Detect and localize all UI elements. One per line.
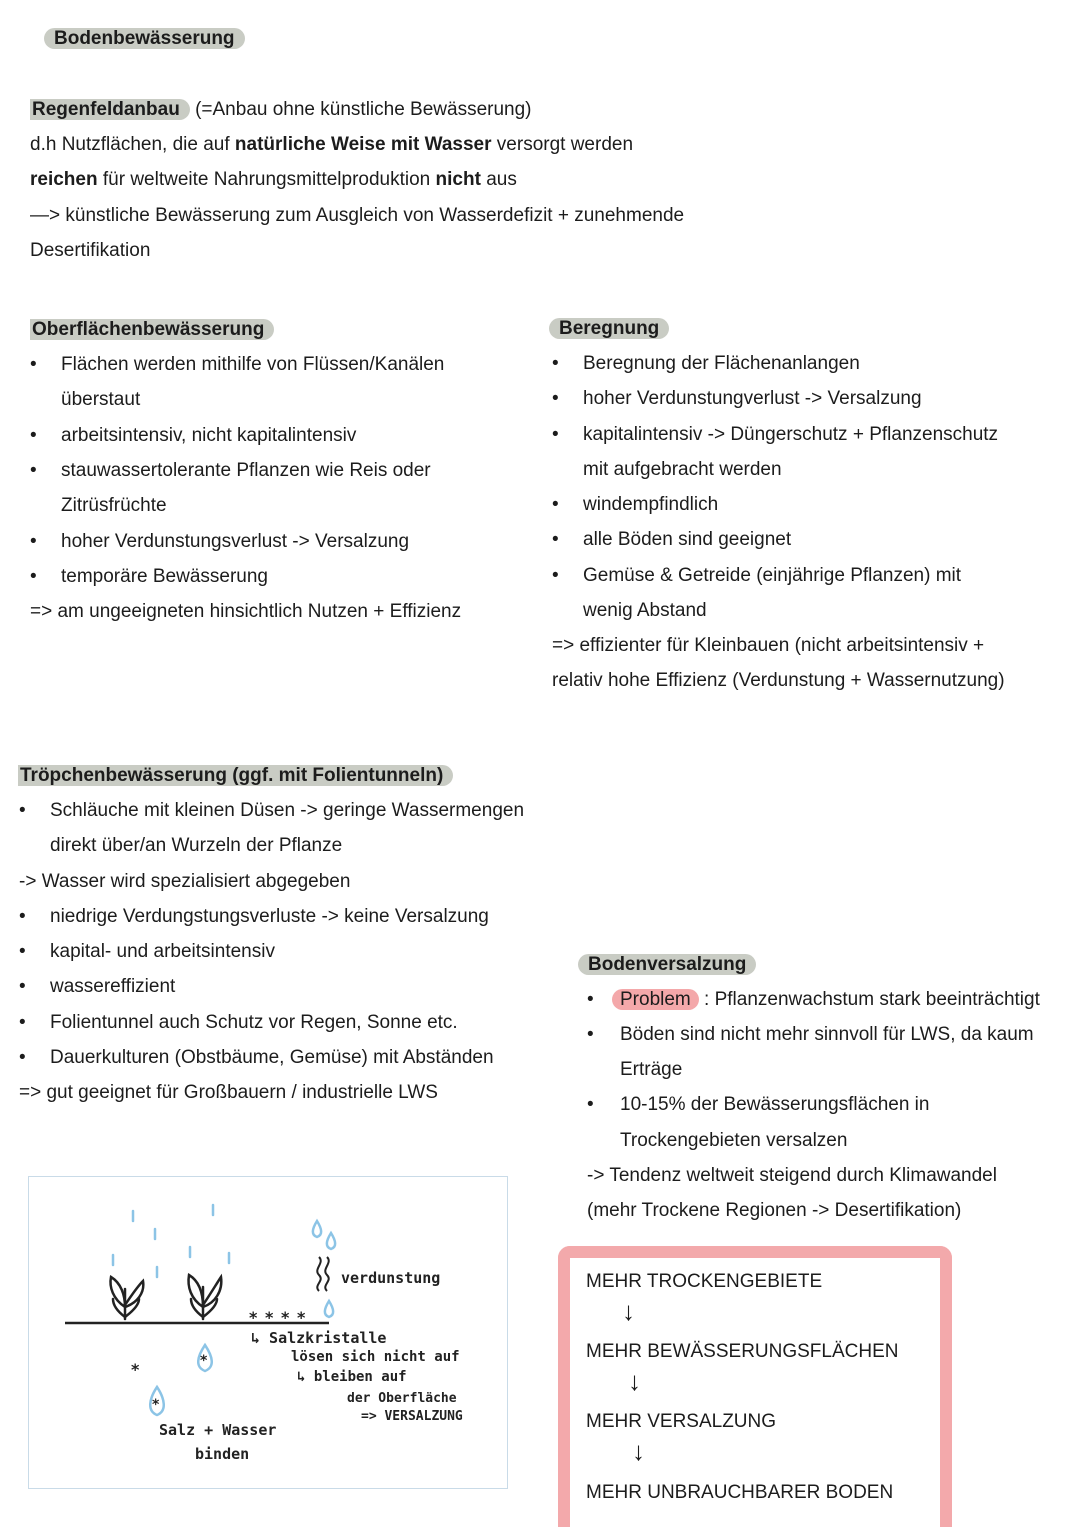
chain-step-2: MEHR BEWÄSSERUNGSFLÄCHEN <box>586 1341 899 1362</box>
water-drop-icon <box>325 1301 333 1317</box>
chain-step-1: MEHR TROCKENGEBIETE <box>586 1271 823 1292</box>
beregnung-heading: Beregnung <box>549 318 669 340</box>
regenfeld-line-2: d.h Nutzflächen, die auf natürliche Weise mit Wasser versorgt werden <box>30 134 634 155</box>
label-bleiben: ↳ bleiben auf <box>297 1369 407 1385</box>
list-item-cont: direkt über/an Wurzeln der Pflanze <box>50 835 343 856</box>
troepfchen-note: -> Wasser wird spezialisiert abgegeben <box>19 871 351 892</box>
oberflaeche-heading: Oberflächenbewässerung <box>30 319 274 341</box>
label-verdunstung: verdunstung <box>341 1269 441 1287</box>
chain-step-4: MEHR UNBRAUCHBARER BODEN <box>586 1482 894 1503</box>
label-versalzung: => VERSALZUNG <box>361 1409 463 1424</box>
regenfeld-line-3: reichen für weltweite Nahrungsmittelproduktion nicht aus <box>30 169 517 190</box>
problem-highlight: Problem <box>612 989 699 1010</box>
salt-crystal-icon: * <box>249 1308 258 1327</box>
label-loesen: lösen sich nicht auf <box>291 1349 460 1365</box>
label-salz-wasser: Salz + Wasser <box>159 1421 277 1439</box>
arrow-down-icon: ↓ <box>622 1296 635 1326</box>
evaporation-icon <box>317 1257 320 1291</box>
regenfeld-note: (=Anbau ohne künstliche Bewässerung) <box>189 99 532 120</box>
regenfeld-line-5: Desertifikation <box>30 240 151 261</box>
list-item-cont: Zitrüsfrüchte <box>61 495 167 516</box>
plant-icon <box>111 1277 144 1319</box>
troepfchen-heading: Tröpchenbewässerung (ggf. mit Folientunneln) <box>18 765 453 787</box>
versalzung-heading: Bodenversalzung <box>578 954 756 976</box>
arrow-down-icon: ↓ <box>628 1366 641 1396</box>
arrow-down-icon: ↓ <box>632 1436 645 1466</box>
salt-crystal-icon: * <box>297 1308 306 1327</box>
list-item-cont: Trockengebieten versalzen <box>620 1130 848 1151</box>
salt-crystal-icon: * <box>265 1308 274 1327</box>
evaporation-icon <box>325 1257 328 1291</box>
oberflaeche-conclusion: => am ungeeigneten hinsichtlich Nutzen + Effizienz <box>30 601 462 622</box>
water-drop-icon <box>313 1221 321 1237</box>
list-item-cont: Erträge <box>620 1059 683 1080</box>
salt-crystal-icon: * <box>131 1360 140 1379</box>
versalzung-trend-1: -> Tendenz weltweit steigend durch Klimawandel <box>587 1165 997 1186</box>
regenfeld-heading-line <box>30 99 532 121</box>
label-binden: binden <box>195 1445 250 1463</box>
regenfeld-line-4: —> künstliche Bewässerung zum Ausgleich von Wasserdefizit + zunehmende <box>30 205 685 226</box>
plant-icon <box>189 1275 222 1319</box>
label-oberflaeche: der Oberfläche <box>347 1391 457 1406</box>
label-salzkristalle: ↳ Salzkristalle <box>251 1329 387 1347</box>
list-item-cont: überstaut <box>61 389 141 410</box>
salt-crystal-icon: * <box>200 1353 208 1369</box>
beregnung-conclusion-1: => effizienter für Kleinbauen (nicht arbeitsintensiv + <box>552 635 985 656</box>
salt-crystal-icon: * <box>152 1397 160 1413</box>
water-drop-icon <box>327 1233 335 1249</box>
salt-crystal-icon: * <box>281 1308 290 1327</box>
regenfeld-heading: Regenfeldanbau <box>30 99 190 120</box>
list-item-cont: wenig Abstand <box>583 600 707 621</box>
troepfchen-conclusion: => gut geeignet für Großbauern / industrielle LWS <box>19 1082 438 1103</box>
beregnung-conclusion-2: relativ hohe Effizienz (Verdunstung + Wassernutzung) <box>552 670 1005 691</box>
salinization-sketch <box>28 1176 508 1489</box>
chain-step-3: MEHR VERSALZUNG <box>586 1411 777 1432</box>
versalzung-trend-2: (mehr Trockene Regionen -> Desertifikation) <box>587 1200 962 1221</box>
list-item-cont: mit aufgebracht werden <box>583 459 782 480</box>
page-title: Bodenbewässerung <box>44 28 245 50</box>
